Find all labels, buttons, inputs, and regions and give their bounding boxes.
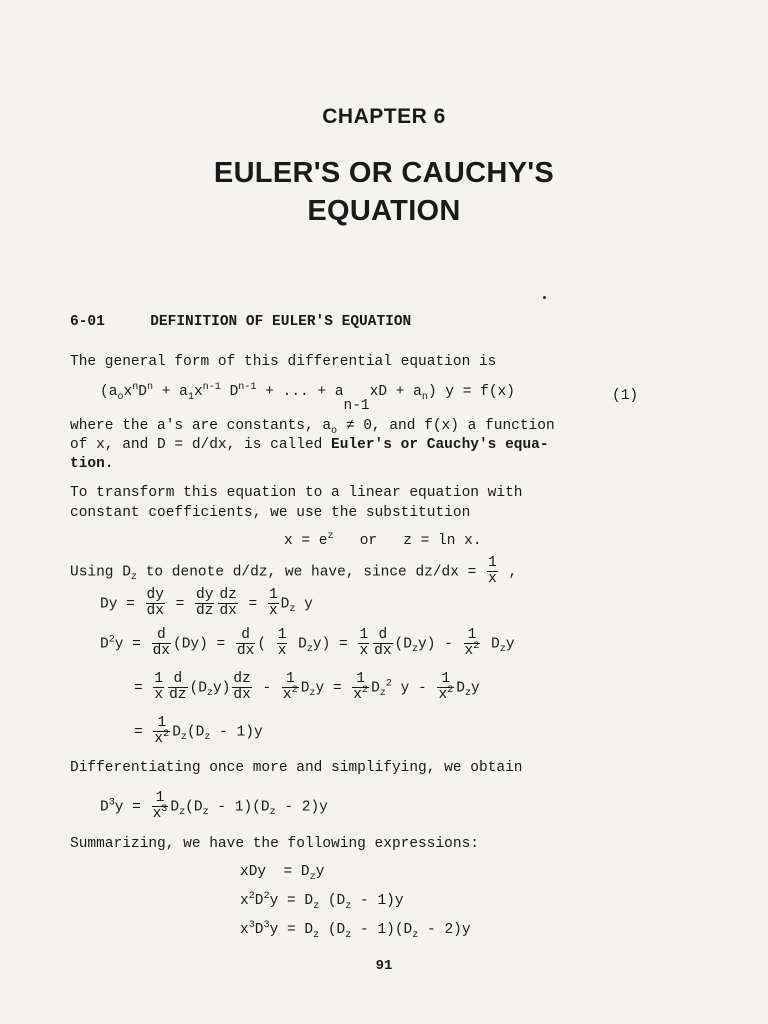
chapter-title-line-1: EULER'S OR CAUCHY'S xyxy=(213,157,555,189)
chapter-title xyxy=(0,154,768,230)
d2y-equation-step2: = $\frac{1}{x}$ $\frac{d}{dz}$ $(D_zy)$ $\frac{dz}{dx}$ - $\frac{1}{x^2}$ $D_zy$ = $\frac{1}{x^2}$ $D_z^2$ y - $\frac{1}{x^2}$ $D_zy$ xyxy=(134,671,480,703)
intro-text: The general form of this differential equation is xyxy=(70,354,497,370)
d3y-equation: $D^3y$ = $\frac{1}{x^3}$ $D_z(D_z - 1)(D_z - 2)y$ xyxy=(100,790,328,822)
section-number: 6-01 xyxy=(70,314,105,330)
summary-3: $x^3D^3y = D_z$ $(D_z - 1)(D_z - 2)y$ xyxy=(240,920,471,941)
section-heading xyxy=(70,314,411,330)
differentiating-text: Differentiating once more and simplifying, we obtain xyxy=(70,760,523,776)
summary-1: xDy = $D_zy$ xyxy=(240,864,325,883)
transform-line-1: To transform this equation to a linear equation with xyxy=(70,485,523,501)
summarizing-text: Summarizing, we have the following expressions: xyxy=(70,836,479,852)
summary-2: $x^2D^2y = D_z$ $(D_z - 1)y$ xyxy=(240,891,404,912)
chapter-title-line-2: EQUATION xyxy=(307,195,461,227)
dy-equation: Dy = $\frac{dy}{dx}$ = $\frac{dy}{dz}$ $\frac{dz}{dx}$ = $\frac{1}{x}$ $D_z$ y xyxy=(100,587,313,619)
using-line: Using $D_z$ to denote d/dz, we have, since dz/dx = $\frac{1}{x}$ , xyxy=(70,555,518,587)
section-title: DEFINITION OF EULER'S EQUATION xyxy=(150,314,412,330)
d2y-equation-step3: = $\frac{1}{x^2}$ $D_z(D_z - 1)y$ xyxy=(134,715,263,747)
page-number: 91 xyxy=(375,958,393,974)
where-line-3: tion. xyxy=(70,456,114,472)
transform-line-2: constant coefficients, we use the substitution xyxy=(70,505,471,521)
euler-equation: ($a_ox^nD^n + a_1x^{n-1}$ $D^{n-1}$ + ... + $a_{n-1}xD + a_n$) y = f(x) xyxy=(100,382,515,414)
equation-number: (1) xyxy=(612,388,639,404)
d2y-equation: $D^2y$ = $\frac{d}{dx}$ (Dy) = $\frac{d}{dx}$ ( $\frac{1}{x}$ $D_zy$) = $\frac{1}{x}$ $\frac{d}{dx}$ $(D_zy)$ - $\frac{1}{x^2}$ $D_zy$ xyxy=(100,627,515,659)
chapter-number: CHAPTER 6 xyxy=(322,105,446,128)
where-line-1: where the a's are constants, $a_o \ne 0$, and f(x) a function xyxy=(70,418,555,437)
where-line-2: of x, and D = d/dx, is called Euler's or Cauchy's equa- xyxy=(70,437,549,453)
substitution: $x = e^z$ or z = ln x. xyxy=(284,531,482,549)
speck xyxy=(543,296,546,299)
